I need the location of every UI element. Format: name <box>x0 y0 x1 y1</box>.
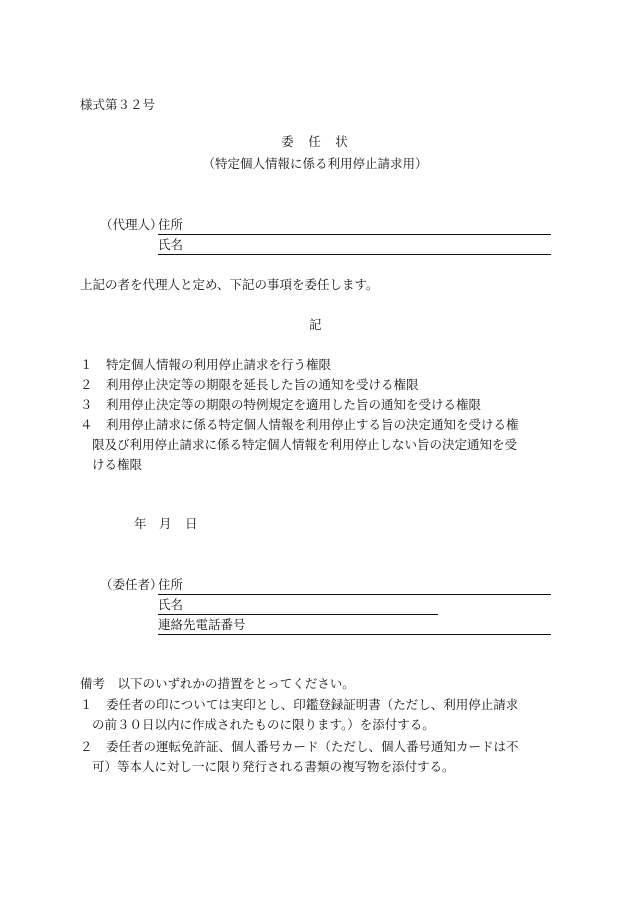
principal-phone-line[interactable] <box>158 616 551 635</box>
principal-address-line[interactable] <box>158 576 551 595</box>
principal-label: （委任者） <box>100 577 163 592</box>
ki-heading: 記 <box>309 317 322 332</box>
list-item <box>80 355 555 375</box>
date-day: 日 <box>185 516 198 531</box>
note-number: １ <box>80 697 93 712</box>
item-number: ４ <box>80 417 93 432</box>
date-year: 年 <box>134 516 147 531</box>
item-text: 利用停止決定等の期限の特例規定を適用した旨の通知を受ける権限 <box>106 397 482 412</box>
item-text: 特定個人情報の利用停止請求を行う権限 <box>106 357 332 372</box>
note-number: ２ <box>80 739 93 754</box>
note-text-line2: の前３０日以内に作成されたものに限ります。）を添付する。 <box>92 717 435 732</box>
principal-name-line[interactable] <box>158 596 438 615</box>
agent-address-label: 住所 <box>158 217 184 232</box>
list-item <box>80 395 555 415</box>
principal-phone-label: 連絡先電話番号 <box>158 617 246 632</box>
note-text-line1: 委任者の運転免許証、個人番号カード（ただし、個人番号通知カードは不 <box>106 739 519 754</box>
intro-text: 上記の者を代理人と定め、下記の事項を委任します。 <box>80 277 379 292</box>
form-number: 様式第３２号 <box>80 97 156 112</box>
list-item <box>80 375 555 395</box>
note-text-line1: 委任者の印については実印とし、印鑑登録証明書（ただし、利用停止請求 <box>106 697 519 712</box>
list-item <box>80 415 560 475</box>
document-title: 委 任 状 <box>281 134 349 149</box>
principal-address-label: 住所 <box>158 577 184 592</box>
item-text-line3: ける権限 <box>92 457 143 472</box>
item-text-line1: 利用停止請求に係る特定個人情報を利用停止する旨の決定通知を受ける権 <box>106 417 519 432</box>
principal-name-label: 氏名 <box>158 597 184 612</box>
notes-heading: 備考 以下のいずれかの措置をとってください。 <box>80 676 355 691</box>
item-number: ２ <box>80 377 93 392</box>
item-text: 利用停止決定等の期限を延長した旨の通知を受ける権限 <box>106 377 419 392</box>
date-month: 月 <box>159 516 172 531</box>
note-item <box>80 695 560 735</box>
item-number: １ <box>80 357 93 372</box>
document-subtitle: （特定個人情報に係る利用停止請求用） <box>202 156 428 171</box>
agent-name-label: 氏名 <box>158 237 184 252</box>
note-text-line2: 可）等本人に対し一に限り発行される書類の複写物を添付する。 <box>92 759 455 774</box>
note-item <box>80 737 560 777</box>
agent-name-line[interactable] <box>158 236 551 255</box>
agent-label: （代理人） <box>100 217 163 232</box>
item-text-line2: 限及び利用停止請求に係る特定個人情報を利用停止しない旨の決定通知を受 <box>92 437 518 452</box>
item-number: ３ <box>80 397 93 412</box>
agent-address-line[interactable] <box>158 216 551 235</box>
